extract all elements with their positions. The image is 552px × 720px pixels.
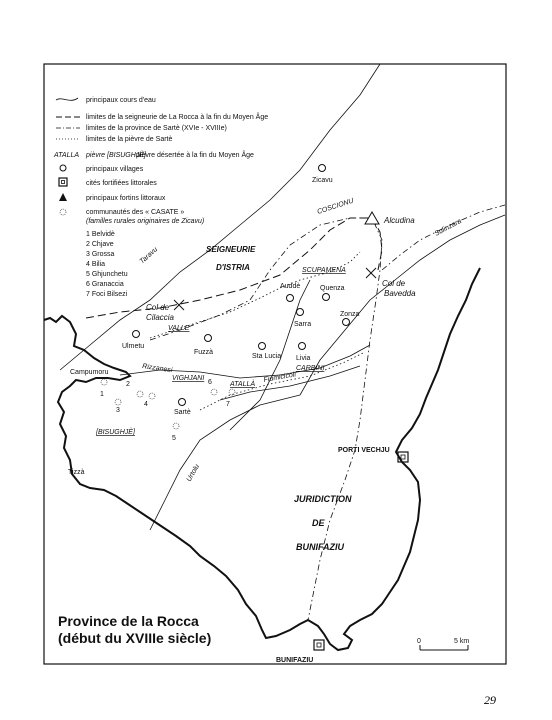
label-sarte: Sartè [174, 409, 191, 416]
label-fiumicicoli: Fiumicicoli [263, 371, 297, 384]
casate-markers [101, 379, 235, 429]
legend-seigneurie: limites de la seigneurie de La Rocca à la fin du Moyen Âge [86, 114, 269, 121]
sarte-limit-east [382, 205, 505, 270]
label-bunifaziu: BUNIFAZIU [276, 657, 314, 664]
page-number: 29 [484, 693, 496, 707]
label-col-cilaccia-1: Col de [146, 303, 170, 312]
map-title-line2: (début du XVIIIe siècle) [58, 630, 212, 646]
casate-number: 4 [144, 401, 148, 408]
legend-casate-item: 1 Belvidè [86, 231, 115, 238]
label-alcudina: Alcudina [384, 216, 415, 225]
label-tizza: Tizzà [68, 469, 85, 476]
legend-deserted-text: pièvre désertée à la fin du Moyen Âge [136, 152, 254, 159]
legend-casate-sub: (familles rurales originaires de Zicavu) [86, 218, 205, 225]
pass-icons [174, 268, 376, 310]
label-livia: Livia [296, 355, 311, 362]
legend-casate-item: 4 Bilia [86, 261, 106, 268]
scale-end: 5 km [454, 638, 470, 645]
label-coscionu: COSCIONU [316, 197, 355, 216]
legend-forts: principaux fortins littoraux [86, 195, 166, 202]
label-taravu: Taravu [138, 246, 160, 266]
label-juridiction-2: DE [312, 518, 325, 528]
label-carbini: CARBINI [296, 365, 325, 372]
label-sulinzara: Sulinzara [433, 217, 463, 238]
casate-number: 2 [126, 381, 130, 388]
casate-number: 3 [116, 407, 120, 414]
label-rizzanesi: Rizzanesi [141, 363, 173, 375]
legend-casate-item: 3 Grossa [86, 251, 115, 258]
label-campumoru: Campumoru [70, 369, 109, 376]
label-porti-vechju: PORTI VECHJU [338, 447, 390, 454]
label-seigneurie-1: SEIGNEURIE [206, 245, 256, 254]
legend-casate-title: communautés des « CASATE » [86, 209, 185, 216]
label-juridiction-1: JURIDICTION [294, 494, 352, 504]
sarte-limit [150, 218, 382, 620]
pieve-limit-south [200, 352, 365, 410]
coastline [44, 268, 480, 650]
legend-sarte: limites de la province de Sartè (XVIe - XVIIIe) [86, 125, 227, 132]
scale-bar [420, 645, 468, 650]
label-bisughje: [BISUGHJÈ] [96, 429, 135, 436]
label-atalla: ATALLÀ [230, 381, 256, 388]
label-sarra: Sarra [294, 321, 312, 328]
label-col-bavedda-1: Col de [382, 279, 406, 288]
place-labels [68, 177, 463, 664]
legend-villages: principaux villages [86, 166, 144, 173]
casate-number: 6 [208, 379, 212, 386]
legend-casate-item: 2 Chjave [86, 241, 114, 248]
legend-fortified: cités fortifiées littorales [86, 180, 157, 187]
label-juridiction-3: BUNIFAZIU [296, 542, 344, 552]
map-title-line1: Province de la Rocca [58, 613, 199, 629]
label-scupamena: SCUPAMENA [302, 267, 346, 274]
legend-casate-item: 5 Ghjunchetu [86, 271, 128, 278]
label-fuzza: Fuzzà [194, 349, 214, 356]
legend-casate-item: 6 Granaccia [86, 281, 124, 288]
legend-casate-item: 7 Foci Bilsezi [86, 291, 128, 298]
label-quenza: Quenza [320, 285, 345, 292]
legend-pieve: limites de la pièvre de Sartè [86, 136, 173, 143]
casate-number: 5 [172, 435, 176, 442]
legend-deserted-bracket: pièvre [BISUGHJÈ] [86, 152, 146, 159]
label-ulmetu: Ulmetu [122, 343, 145, 350]
label-aude: Auddè [280, 283, 301, 290]
label-seigneurie-2: D'ISTRIA [216, 263, 250, 272]
label-col-bavedda-2: Bavedda [384, 289, 416, 298]
label-valle: VALLE [168, 325, 190, 332]
label-zonza: Zonza [340, 311, 360, 318]
label-urtolu: Urtolu [185, 463, 202, 483]
legend-deserted-name: ATALLA [54, 152, 80, 159]
casate-number: 7 [226, 401, 230, 408]
scale-zero: 0 [417, 638, 421, 645]
label-vighjani: VIGHJANI [172, 375, 205, 382]
label-zicavu: Zicavu [312, 177, 333, 184]
casate-number: 1 [100, 391, 104, 398]
label-stalucia: Sta Lucia [252, 353, 282, 360]
label-col-cilaccia-2: Cilaccia [146, 313, 175, 322]
legend-rivers: principaux cours d'eau [86, 97, 156, 104]
